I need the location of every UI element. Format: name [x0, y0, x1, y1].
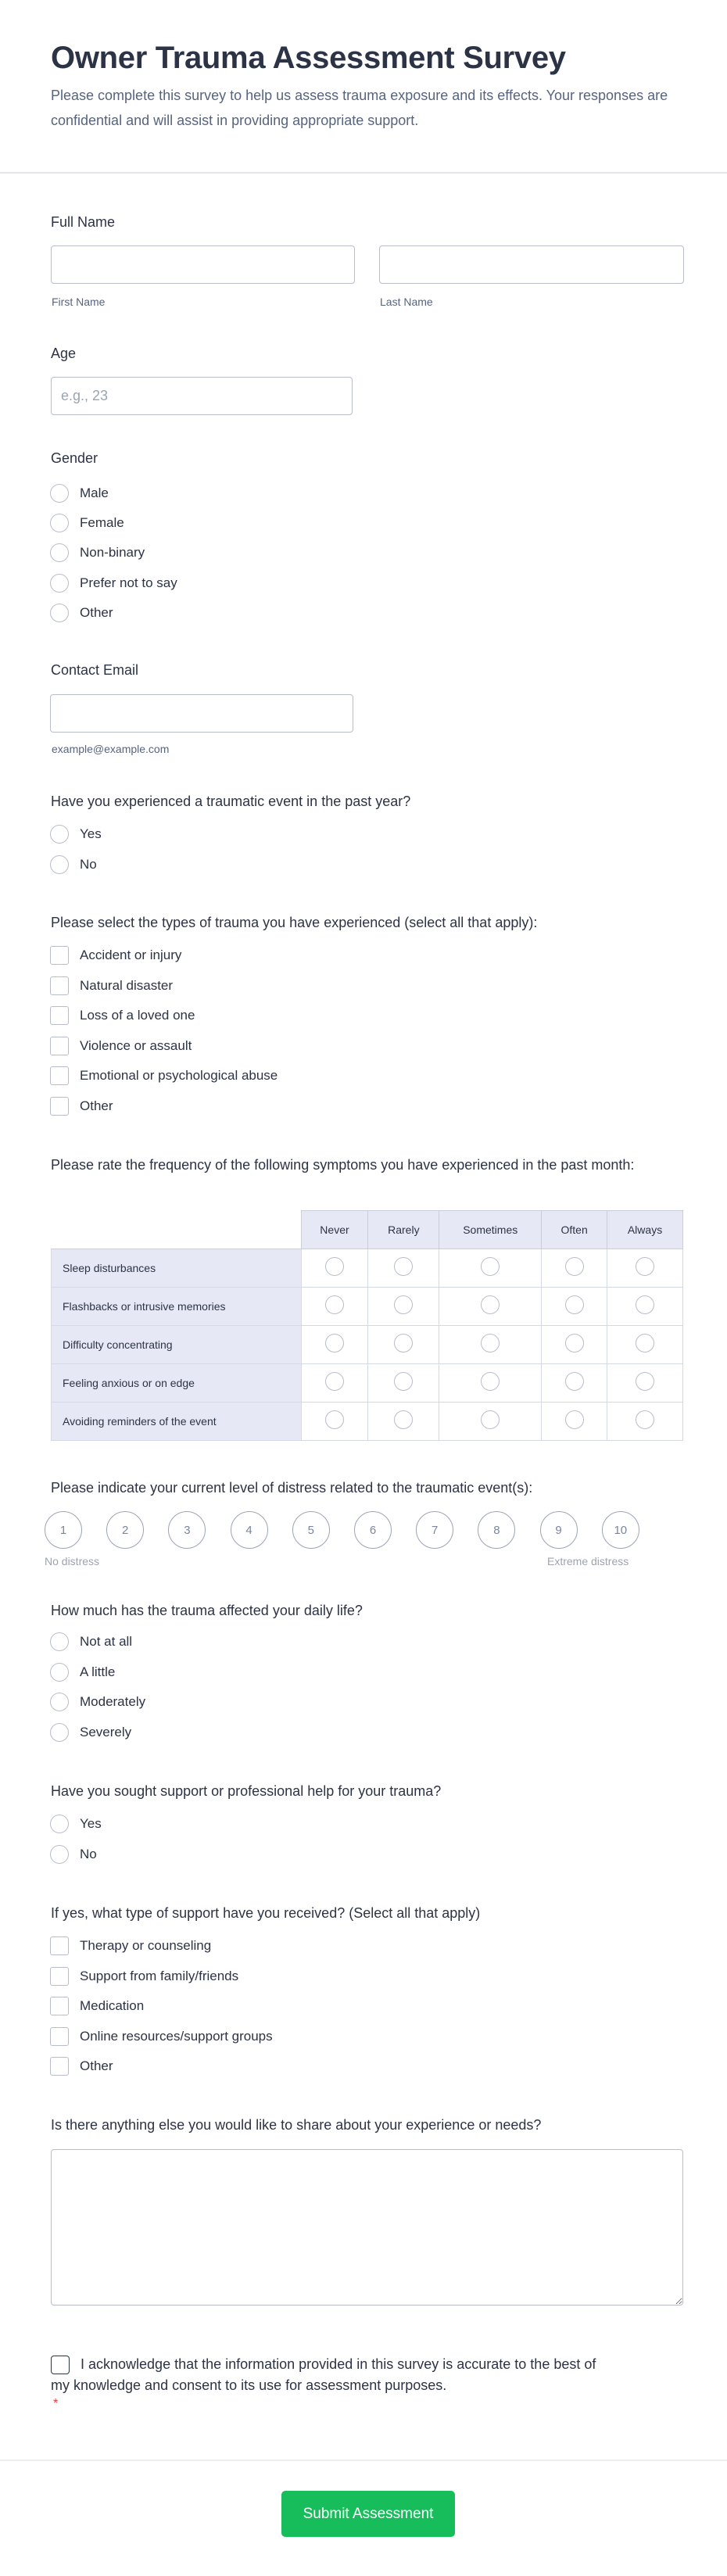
support-types-option[interactable] — [50, 2056, 113, 2076]
email-input[interactable] — [50, 694, 353, 733]
distress-scale-option[interactable]: 2 — [106, 1511, 144, 1549]
option-label: Severely — [80, 1724, 132, 1739]
radio-icon[interactable] — [481, 1334, 500, 1352]
matrix-cell[interactable] — [607, 1403, 683, 1441]
acknowledge-text: I acknowledge that the information provided in this survey is accurate to the best of my knowledge and consent to its use for assessment purposes. — [51, 2356, 596, 2393]
matrix-cell[interactable] — [542, 1364, 607, 1403]
trauma-types-option[interactable] — [50, 1036, 192, 1056]
checkbox-icon[interactable] — [50, 1997, 69, 2015]
matrix-cell[interactable] — [607, 1288, 683, 1326]
header-divider — [0, 172, 727, 174]
footer-divider — [0, 2460, 727, 2461]
daily-life-option[interactable] — [50, 1722, 131, 1743]
option-label: Emotional or psychological abuse — [80, 1068, 278, 1084]
radio-icon[interactable] — [325, 1372, 344, 1391]
sought-help-label: Have you sought support or professional help for your trauma? — [51, 1783, 442, 1799]
checkbox-icon[interactable] — [50, 1006, 69, 1025]
gender-option[interactable] — [50, 543, 145, 563]
symptom-matrix — [51, 1210, 683, 1441]
matrix-row-label: Sleep disturbances — [52, 1249, 302, 1288]
trauma-types-option[interactable] — [50, 1096, 113, 1116]
trauma-types-option[interactable] — [50, 945, 181, 966]
radio-icon[interactable] — [325, 1257, 344, 1276]
matrix-row-label: Feeling anxious or on edge — [52, 1364, 302, 1403]
radio-icon[interactable] — [50, 543, 69, 562]
matrix-cell[interactable] — [542, 1326, 607, 1364]
radio-icon[interactable] — [50, 825, 69, 844]
email-label: Contact Email — [51, 662, 139, 678]
matrix-cell[interactable] — [368, 1249, 439, 1288]
daily-life-option[interactable] — [50, 1632, 132, 1652]
traumatic-event-option[interactable] — [50, 824, 102, 844]
full-name-label: Full Name — [51, 214, 116, 230]
matrix-cell[interactable] — [301, 1249, 368, 1288]
radio-icon[interactable] — [325, 1410, 344, 1429]
scale-min-label: No distress — [45, 1555, 100, 1567]
email-hint: example@example.com — [52, 743, 170, 755]
last-name-input[interactable] — [379, 245, 684, 284]
matrix-cell[interactable] — [439, 1364, 542, 1403]
daily-life-label: How much has the trauma affected your daily life? — [51, 1603, 363, 1618]
anything-else-textarea[interactable] — [51, 2149, 683, 2306]
distress-scale-option[interactable]: 4 — [231, 1511, 268, 1549]
radio-icon[interactable] — [394, 1334, 413, 1352]
radio-icon[interactable] — [50, 574, 69, 593]
radio-icon[interactable] — [481, 1372, 500, 1391]
radio-icon[interactable] — [50, 604, 69, 622]
radio-icon[interactable] — [565, 1410, 584, 1429]
option-label: No — [80, 857, 97, 872]
matrix-cell[interactable] — [542, 1403, 607, 1441]
trauma-types-label: Please select the types of trauma you have experienced (select all that apply): — [51, 915, 538, 930]
radio-icon[interactable] — [50, 1693, 69, 1711]
matrix-column-header: Rarely — [368, 1211, 439, 1249]
option-label: Yes — [80, 826, 102, 841]
checkbox-icon[interactable] — [50, 1066, 69, 1085]
radio-icon[interactable] — [565, 1372, 584, 1391]
radio-icon[interactable] — [50, 1723, 69, 1742]
sought-help-option[interactable] — [50, 1814, 102, 1834]
matrix-row-label: Flashbacks or intrusive memories — [52, 1288, 302, 1326]
radio-icon[interactable] — [50, 1663, 69, 1682]
radio-icon[interactable] — [394, 1257, 413, 1276]
distress-scale-option[interactable]: 9 — [540, 1511, 578, 1549]
matrix-row — [52, 1364, 683, 1403]
radio-icon[interactable] — [50, 1632, 69, 1651]
matrix-column-header: Always — [607, 1211, 683, 1249]
matrix-column-header: Sometimes — [439, 1211, 542, 1249]
option-label: Non-binary — [80, 545, 145, 561]
radio-icon[interactable] — [50, 855, 69, 874]
first-name-input[interactable] — [51, 245, 355, 284]
distress-scale-option[interactable]: 6 — [354, 1511, 392, 1549]
radio-icon[interactable] — [50, 1845, 69, 1864]
matrix-row — [52, 1288, 683, 1326]
submit-button[interactable]: Submit Assessment — [281, 2491, 455, 2537]
distress-scale-option[interactable]: 3 — [168, 1511, 206, 1549]
matrix-row-label: Avoiding reminders of the event — [52, 1403, 302, 1441]
gender-option[interactable] — [50, 603, 113, 623]
option-label: Other — [80, 2058, 113, 2073]
radio-icon[interactable] — [394, 1410, 413, 1429]
matrix-cell[interactable] — [607, 1364, 683, 1403]
radio-icon[interactable] — [636, 1372, 654, 1391]
checkbox-icon[interactable] — [50, 1967, 69, 1986]
option-label: Other — [80, 604, 113, 620]
gender-label: Gender — [51, 450, 98, 466]
option-label: Natural disaster — [80, 977, 174, 993]
checkbox-icon[interactable] — [50, 946, 69, 965]
matrix-cell[interactable] — [439, 1249, 542, 1288]
checkbox-icon[interactable] — [50, 2027, 69, 2046]
radio-icon[interactable] — [481, 1410, 500, 1429]
radio-icon[interactable] — [394, 1372, 413, 1391]
radio-icon[interactable] — [325, 1295, 344, 1314]
radio-icon[interactable] — [636, 1334, 654, 1352]
matrix-row — [52, 1249, 683, 1288]
matrix-cell[interactable] — [301, 1326, 368, 1364]
option-label: Therapy or counseling — [80, 1938, 212, 1953]
option-label: A little — [80, 1664, 116, 1679]
support-types-option[interactable] — [50, 2026, 273, 2047]
option-label: Yes — [80, 1816, 102, 1831]
trauma-types-option[interactable] — [50, 976, 173, 996]
trauma-types-option[interactable] — [50, 1066, 278, 1086]
required-asterisk: * — [53, 2397, 59, 2410]
radio-icon[interactable] — [636, 1295, 654, 1314]
option-label: Medication — [80, 1998, 145, 2013]
distress-scale-option[interactable]: 5 — [292, 1511, 330, 1549]
page-description: Please complete this survey to help us assess trauma exposure and its effects. Your responses are confidential and will assist in providing appropriate support. — [51, 88, 668, 128]
distress-scale-option[interactable]: 1 — [45, 1511, 82, 1549]
matrix-column-header: Often — [542, 1211, 607, 1249]
matrix-cell[interactable] — [301, 1288, 368, 1326]
radio-icon[interactable] — [325, 1334, 344, 1352]
anything-else-label: Is there anything else you would like to share about your experience or needs? — [51, 2117, 542, 2133]
matrix-cell[interactable] — [301, 1364, 368, 1403]
trauma-types-option[interactable] — [50, 1005, 195, 1026]
daily-life-option[interactable] — [50, 1662, 115, 1682]
option-label: Moderately — [80, 1694, 146, 1709]
option-label: Support from family/friends — [80, 1968, 239, 1983]
support-types-option[interactable] — [50, 1996, 144, 2016]
matrix-row — [52, 1403, 683, 1441]
radio-icon[interactable] — [565, 1295, 584, 1314]
matrix-cell[interactable] — [301, 1403, 368, 1441]
option-label: Loss of a loved one — [80, 1008, 195, 1023]
gender-option[interactable] — [50, 483, 109, 503]
checkbox-icon[interactable] — [50, 1097, 69, 1116]
option-label: No — [80, 1847, 97, 1861]
matrix-cell[interactable] — [368, 1326, 439, 1364]
checkbox-icon[interactable] — [50, 1037, 69, 1055]
radio-icon[interactable] — [394, 1295, 413, 1314]
distress-scale-option[interactable]: 7 — [416, 1511, 453, 1549]
checkbox-icon[interactable] — [50, 2057, 69, 2076]
page-title: Owner Trauma Assessment Survey — [51, 41, 566, 75]
radio-icon[interactable] — [636, 1257, 654, 1276]
option-label: Female — [80, 515, 124, 531]
matrix-cell[interactable] — [439, 1326, 542, 1364]
radio-icon[interactable] — [565, 1257, 584, 1276]
radio-icon[interactable] — [636, 1410, 654, 1429]
distress-scale-option[interactable]: 8 — [478, 1511, 515, 1549]
support-types-label: If yes, what type of support have you received? (Select all that apply) — [51, 1905, 481, 1921]
symptoms-label: Please rate the frequency of the following symptoms you have experienced in the past month: — [51, 1157, 635, 1173]
matrix-cell[interactable] — [542, 1288, 607, 1326]
option-label: Prefer not to say — [80, 575, 177, 590]
matrix-cell[interactable] — [439, 1403, 542, 1441]
option-label: Other — [80, 1098, 113, 1113]
support-types-option[interactable] — [50, 1936, 211, 1956]
matrix-cell[interactable] — [368, 1288, 439, 1326]
matrix-row-label: Difficulty concentrating — [52, 1326, 302, 1364]
matrix-cell[interactable] — [368, 1364, 439, 1403]
scale-max-label: Extreme distress — [547, 1555, 629, 1567]
distress-label: Please indicate your current level of distress related to the traumatic event(s): — [51, 1480, 533, 1496]
last-name-sublabel: Last Name — [380, 296, 433, 308]
traumatic-event-option[interactable] — [50, 854, 97, 875]
matrix-cell[interactable] — [542, 1249, 607, 1288]
option-label: Violence or assault — [80, 1037, 192, 1053]
distress-scale-option[interactable]: 10 — [602, 1511, 639, 1549]
matrix-row — [52, 1326, 683, 1364]
support-types-option[interactable] — [50, 1966, 238, 1987]
gender-option[interactable] — [50, 573, 177, 593]
radio-icon[interactable] — [481, 1295, 500, 1314]
radio-icon[interactable] — [50, 514, 69, 532]
age-label: Age — [51, 346, 77, 361]
gender-option[interactable] — [50, 513, 124, 533]
matrix-column-header: Never — [301, 1211, 368, 1249]
option-label: Online resources/support groups — [80, 2028, 273, 2044]
matrix-cell[interactable] — [368, 1403, 439, 1441]
radio-icon[interactable] — [481, 1257, 500, 1276]
option-label: Not at all — [80, 1634, 133, 1649]
option-label: Accident or injury — [80, 948, 182, 962]
radio-icon[interactable] — [50, 1815, 69, 1833]
age-input[interactable] — [51, 377, 353, 415]
matrix-cell[interactable] — [439, 1288, 542, 1326]
option-label: Male — [80, 485, 109, 500]
checkbox-icon[interactable] — [50, 1936, 69, 1955]
sought-help-option[interactable] — [50, 1844, 97, 1865]
daily-life-option[interactable] — [50, 1692, 145, 1712]
first-name-sublabel: First Name — [52, 296, 106, 308]
radio-icon[interactable] — [565, 1334, 584, 1352]
traumatic-event-label: Have you experienced a traumatic event in the past year? — [51, 794, 411, 809]
matrix-cell[interactable] — [607, 1249, 683, 1288]
radio-icon[interactable] — [50, 484, 69, 503]
matrix-corner — [52, 1211, 302, 1249]
matrix-cell[interactable] — [607, 1326, 683, 1364]
checkbox-icon[interactable] — [50, 976, 69, 995]
